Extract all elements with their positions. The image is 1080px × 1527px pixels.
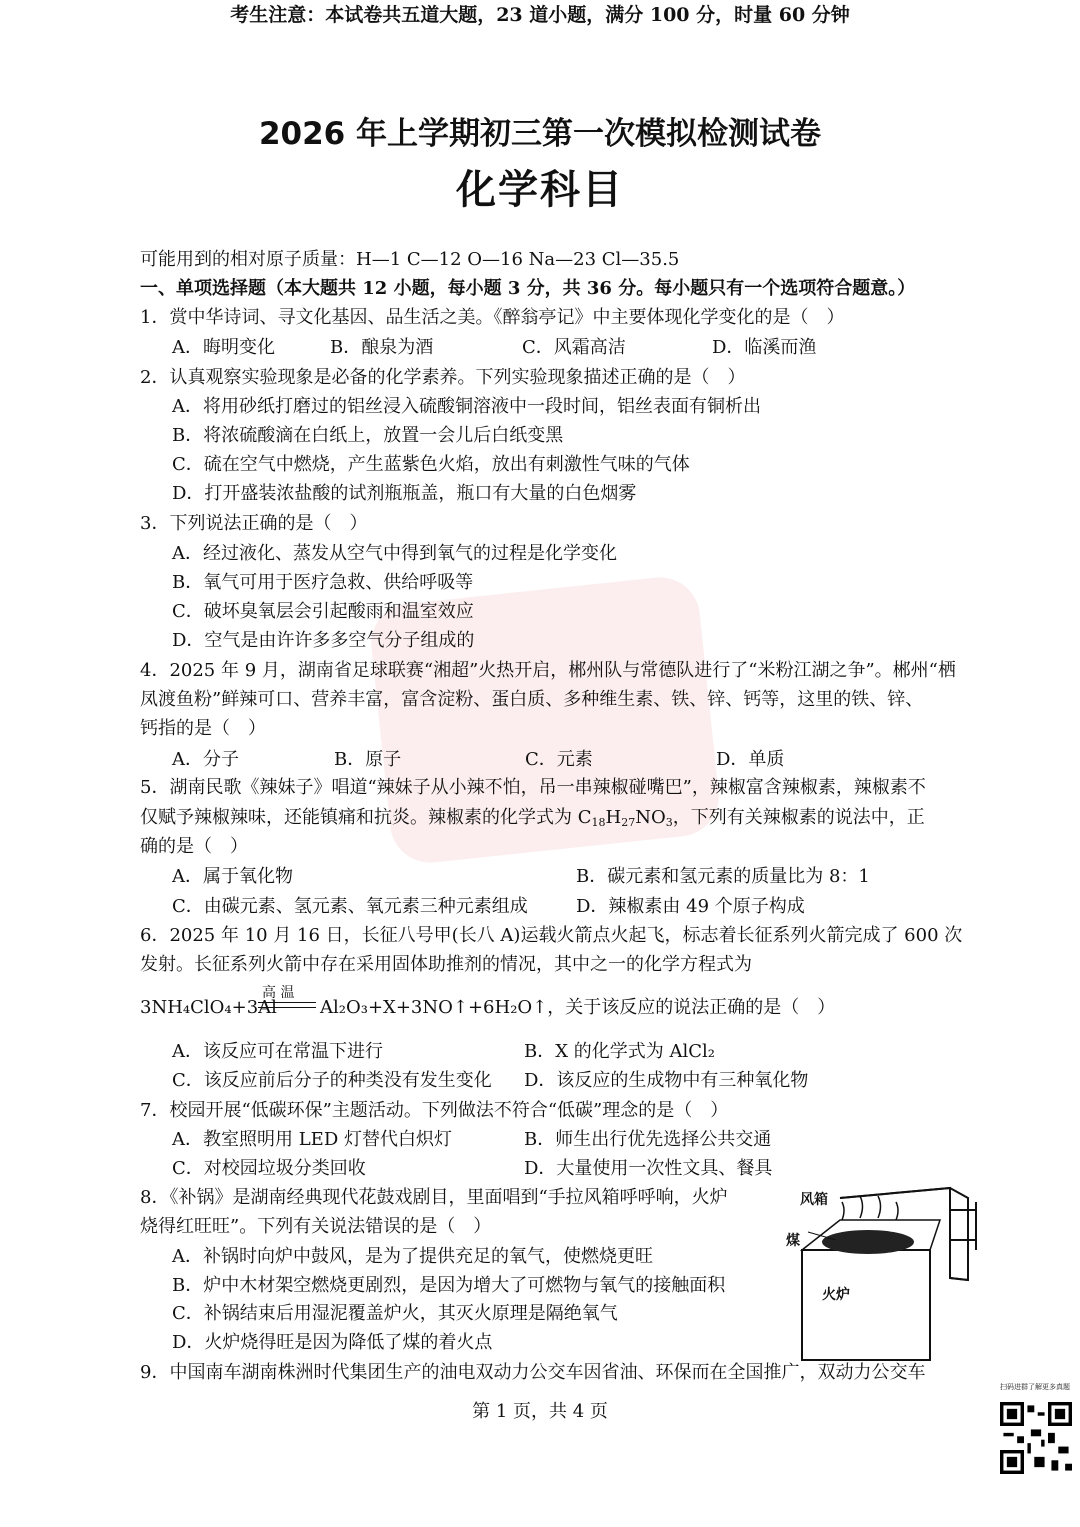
qr-caption: 扫码进群了解更多真题 (1000, 1383, 1070, 1391)
q8-option-a: A．补锅时向炉中鼓风，是为了提供充足的氧气，使燃烧更旺 (172, 1246, 653, 1267)
q6-option-a: A．该反应可在常温下进行 (172, 1041, 383, 1062)
q8-option-d: D．火炉烧得旺是因为降低了煤的着火点 (172, 1332, 493, 1353)
question-8-line-1: 8．《补锅》是湖南经典现代花鼓戏剧目，里面唱到“手拉风箱呼呼响，火炉 (140, 1187, 728, 1208)
q3-option-a: A．经过液化、蒸发从空气中得到氧气的过程是化学变化 (172, 543, 617, 564)
q1-option-b: B．酿泉为酒 (330, 337, 434, 358)
q5-sub-c: 18 (591, 816, 606, 829)
q2-option-a: A．将用砂纸打磨过的铝丝浸入硫酸铜溶液中一段时间，铝丝表面有铜析出 (172, 396, 761, 417)
q5-option-b: B．碳元素和氢元素的质量比为 8：1 (576, 866, 870, 887)
q6-option-b: B．X 的化学式为 AlCl₂ (524, 1041, 715, 1062)
q5-sub-h: 27 (621, 816, 636, 829)
q5-sub-o: 3 (665, 816, 673, 829)
q5-option-a: A．属于氧化物 (172, 866, 293, 887)
exam-title: 2026 年上学期初三第一次模拟检测试卷 (258, 116, 822, 152)
question-5-line-2 (140, 806, 925, 835)
figure-label-bellows: 风箱 (800, 1192, 828, 1208)
q2-option-c: C．硫在空气中燃烧，产生蓝紫色火焰，放出有刺激性气味的气体 (172, 454, 690, 475)
q7-option-d: D．大量使用一次性文具、餐具 (524, 1158, 773, 1179)
q7-option-c: C．对校园垃圾分类回收 (172, 1158, 366, 1179)
q8-option-b: B．炉中木材架空燃烧更剧烈，是因为增大了可燃物与氧气的接触面积 (172, 1275, 726, 1296)
question-6-line-1: 6．2025 年 10 月 16 日，长征八号甲(长八 A)运载火箭点火起飞，标志着长征系列火箭完成了 600 次 (140, 925, 963, 946)
q4-option-b: B．原子 (334, 749, 402, 770)
question-4-line-1: 4．2025 年 9 月，湖南省足球联赛“湘超”火热开启，郴州队与常德队进行了“米粉江湖之争”。郴州“栖 (140, 660, 956, 681)
q3-option-d: D．空气是由许许多多空气分子组成的 (172, 630, 475, 651)
q1-option-a: A．晦明变化 (172, 337, 275, 358)
q4-option-c: C．元素 (525, 749, 593, 770)
q3-option-b: B．氧气可用于医疗急救、供给呼吸等 (172, 572, 474, 593)
question-4-line-2: 凤渡鱼粉”鲜辣可口、营养丰富，富含淀粉、蛋白质、多种维生素、铁、锌、钙等，这里的铁、锌、 (140, 689, 924, 710)
q5-text-no: NO (635, 807, 666, 828)
figure-label-stove: 火炉 (822, 1287, 850, 1303)
q6-option-d: D．该反应的生成物中有三种氧化物 (524, 1070, 809, 1091)
question-1-stem: 1．赏中华诗词、寻文化基因、品生活之美。《醉翁亭记》中主要体现化学变化的是（ ） (140, 307, 845, 328)
exam-notice: 考生注意：本试卷共五道大题，23 道小题，满分 100 分，时量 60 分钟 (230, 4, 850, 26)
q5-text-a: 仅赋予辣椒辣味，还能镇痛和抗炎。辣椒素的化学式为 C (140, 807, 592, 828)
q1-option-c: C．风霜高洁 (522, 337, 626, 358)
figure-label-coal: 煤 (786, 1233, 800, 1249)
question-4-line-3: 钙指的是（ ） (140, 718, 266, 739)
q4-option-a: A．分子 (172, 749, 239, 770)
q2-option-b: B．将浓硫酸滴在白纸上，放置一会儿后白纸变黑 (172, 425, 564, 446)
question-8-line-2: 烧得红旺旺”。下列有关说法错误的是（ ） (140, 1216, 492, 1237)
question-3-stem: 3．下列说法正确的是（ ） (140, 513, 368, 534)
equation-left: 3NH₄ClO₄+3Al (140, 997, 277, 1018)
q7-option-a: A．教室照明用 LED 灯替代白炽灯 (172, 1129, 452, 1150)
equation-right: Al₂O₃+X+3NO↑+6H₂O↑，关于该反应的说法正确的是（ ） (320, 997, 836, 1018)
q5-text-rest: ，下列有关辣椒素的说法中，正 (672, 807, 925, 828)
q7-option-b: B．师生出行优先选择公共交通 (524, 1129, 772, 1150)
question-5-line-3: 确的是（ ） (140, 836, 248, 857)
question-9-line-1: 9．中国南车湖南株洲时代集团生产的油电双动力公交车因省油、环保而在全国推广，双动力公交车 (140, 1362, 926, 1383)
q5-option-c: C．由碳元素、氢元素、氧元素三种元素组成 (172, 896, 528, 917)
reaction-condition: 高 温 (262, 985, 295, 1001)
q2-option-d: D．打开盛装浓盐酸的试剂瓶瓶盖，瓶口有大量的白色烟雾 (172, 483, 637, 504)
qr-code[interactable] (1000, 1402, 1072, 1474)
page-number: 第 1 页，共 4 页 (472, 1401, 608, 1422)
question-2-stem: 2．认真观察实验现象是必备的化学素养。下列实验现象描述正确的是（ ） (140, 367, 746, 388)
q5-text-h: H (605, 807, 622, 828)
atomic-mass-line: 可能用到的相对原子质量：H—1 C—12 O—16 Na—23 Cl—35.5 (140, 249, 680, 270)
question-7-stem: 7．校园开展“低碳环保”主题活动。下列做法不符合“低碳”理念的是（ ） (140, 1100, 729, 1121)
q5-option-d: D．辣椒素由 49 个原子构成 (576, 896, 805, 917)
subject-title: 化学科目 (456, 167, 624, 213)
question-5-line-1: 5．湖南民歌《辣妹子》唱道“辣妹子从小辣不怕，吊一串辣椒碰嘴巴”，辣椒富含辣椒素，辣椒素不 (140, 777, 926, 798)
section-one-heading: 一、单项选择题（本大题共 12 小题，每小题 3 分，共 36 分。每小题只有一个选项符合题意。） (140, 278, 916, 299)
question-6-line-2: 发射。长征系列火箭中存在采用固体助推剂的情况，其中之一的化学方程式为 (140, 954, 752, 975)
q8-option-c: C．补锅结束后用湿泥覆盖炉火，其灭火原理是隔绝氧气 (172, 1303, 618, 1324)
q3-option-c: C．破坏臭氧层会引起酸雨和温室效应 (172, 601, 474, 622)
q4-option-d: D．单质 (716, 749, 785, 770)
q1-option-d: D．临溪而渔 (712, 337, 817, 358)
q6-option-c: C．该反应前后分子的种类没有发生变化 (172, 1070, 492, 1091)
